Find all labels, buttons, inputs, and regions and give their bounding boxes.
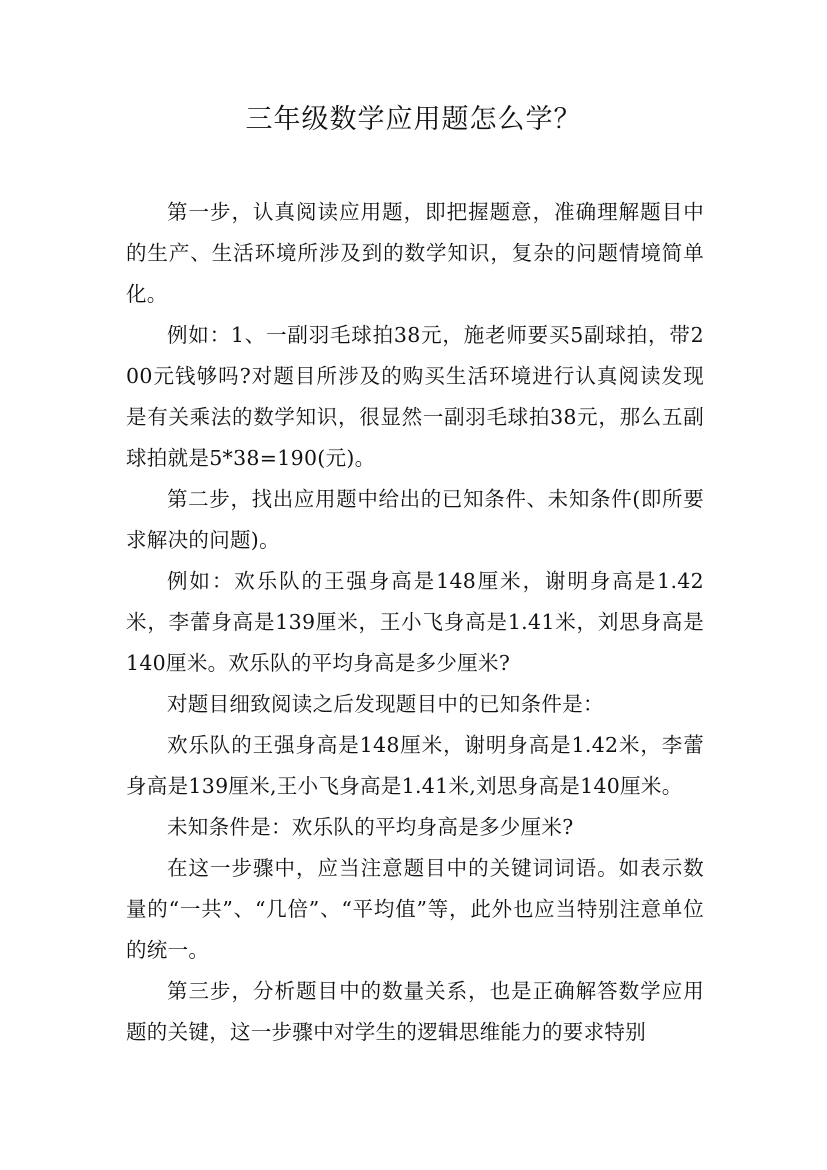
paragraph-keywords-note: 在这一步骤中，应当注意题目中的关键词词语。如表示数量的“一共”、“几倍”、“平均值”等，此外也应当特别注意单位的统一。: [126, 856, 704, 962]
paragraph-step-two: 第二步，找出应用题中给出的已知条件、未知条件(即所要求解决的问题)。: [126, 487, 704, 552]
paragraph-example-badminton: 例如：1、一副羽毛球拍38元，施老师要买5副球拍，带200元钱够吗?对题目所涉及的购买生活环境进行认真阅读发现是有关乘法的数学知识，很显然一副羽毛球拍38元，那么五副球拍就是5*38=190(元)。: [126, 323, 704, 470]
paragraph-step-one: 第一步，认真阅读应用题，即把握题意，准确理解题目中的生产、生活环境所涉及到的数学知识，复杂的问题情境简单化。: [126, 200, 704, 306]
paragraph-step-three: 第三步，分析题目中的数量关系，也是正确解答数学应用题的关键，这一步骤中对学生的逻辑思维能力的要求特别: [126, 979, 704, 1044]
paragraph-unknown-condition: 未知条件是：欢乐队的平均身高是多少厘米?: [167, 815, 574, 839]
paragraph-example-height: 例如：欢乐队的王强身高是148厘米，谢明身高是1.42米，李蕾身高是139厘米，王小飞身高是1.41米，刘思身高是140厘米。欢乐队的平均身高是多少厘米?: [126, 569, 704, 675]
document-title: 三年级数学应用题怎么学？: [245, 104, 582, 135]
document-body: [126, 192, 704, 1053]
paragraph-known-intro: 对题目细致阅读之后发现题目中的已知条件是：: [167, 692, 604, 716]
paragraph-known-conditions: 欢乐队的王强身高是148厘米，谢明身高是1.42米，李蕾身高是139厘米,王小飞身高是1.41米,刘思身高是140厘米。: [126, 733, 704, 798]
